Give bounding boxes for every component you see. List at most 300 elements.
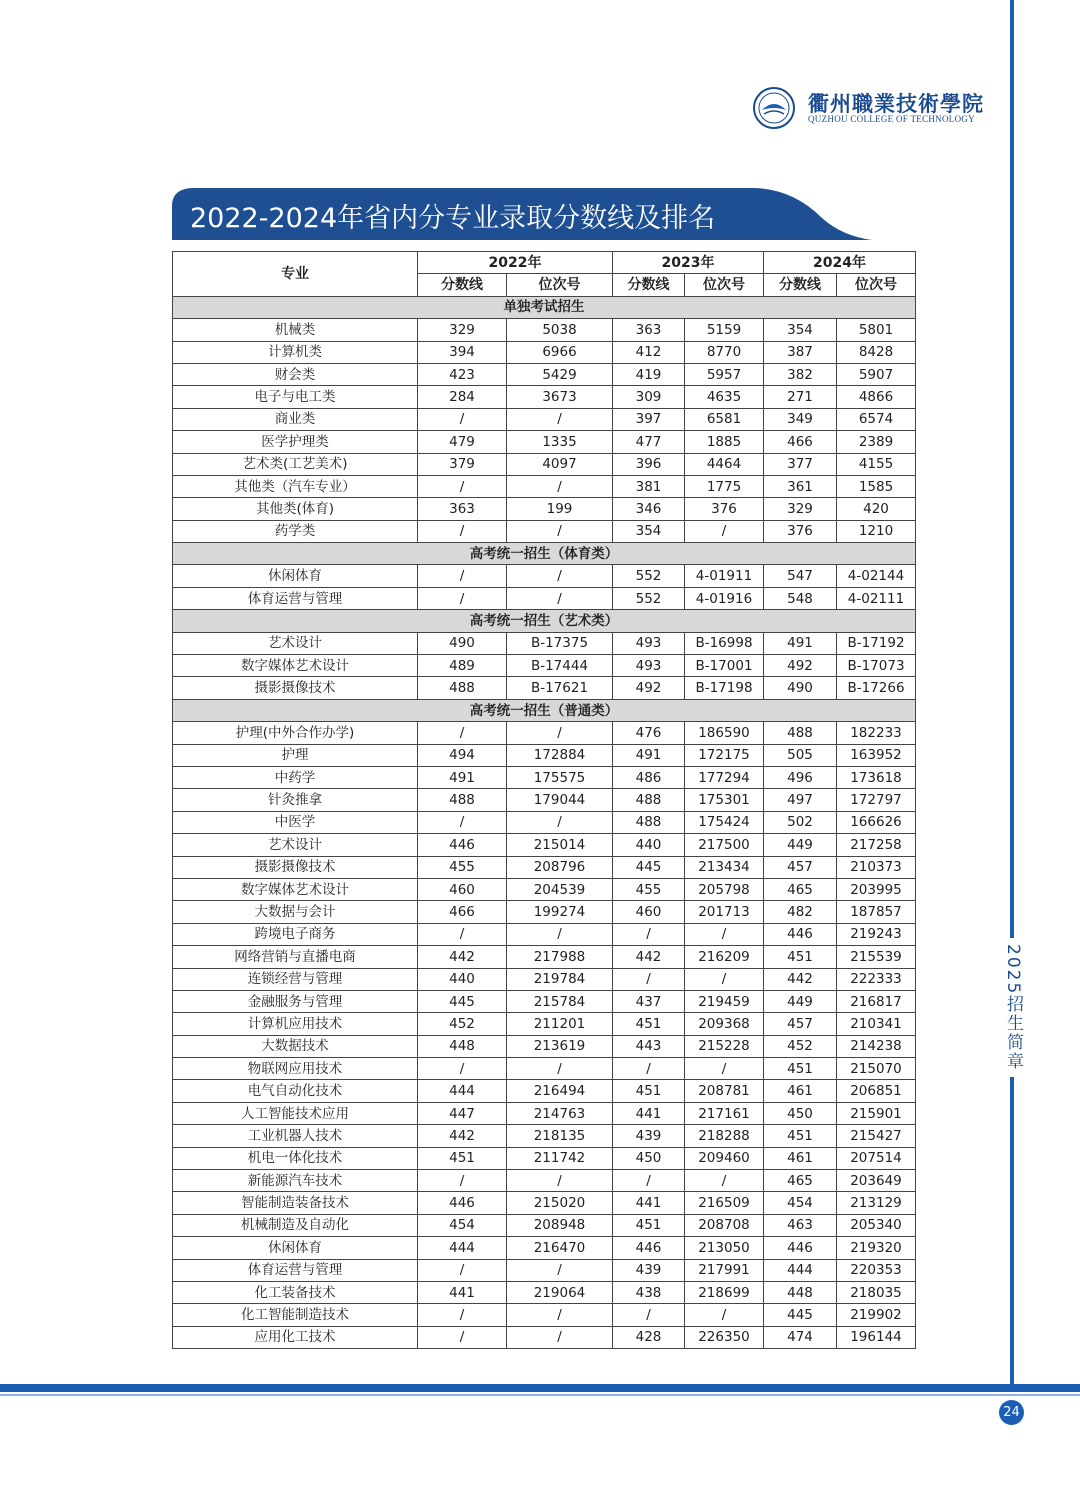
value-cell: 446	[764, 1237, 837, 1259]
value-cell: 214238	[837, 1035, 916, 1057]
table-row	[173, 722, 916, 744]
value-cell: 214763	[507, 1102, 613, 1124]
major-name-cell: 工业机器人技术	[173, 1125, 418, 1147]
bottom-border-line-light	[0, 1394, 1080, 1396]
table-row	[173, 990, 916, 1012]
value-cell: 1585	[837, 475, 916, 497]
value-cell: 488	[418, 677, 507, 699]
value-cell: 442	[418, 946, 507, 968]
rank-header: 位次号	[507, 274, 613, 296]
value-cell: 215020	[507, 1192, 613, 1214]
major-name-cell: 护理(中外合作办学)	[173, 722, 418, 744]
section-title: 单独考试招生	[173, 296, 916, 318]
value-cell: 363	[613, 319, 685, 341]
value-cell: 216817	[837, 990, 916, 1012]
value-cell: 441	[613, 1192, 685, 1214]
value-cell: 450	[764, 1102, 837, 1124]
value-cell: 349	[764, 408, 837, 430]
major-column-header: 专业	[173, 252, 418, 297]
major-name-cell: 体育运营与管理	[173, 1259, 418, 1281]
table-row	[173, 878, 916, 900]
value-cell: /	[418, 1326, 507, 1348]
value-cell: 1210	[837, 520, 916, 542]
value-cell: 457	[764, 856, 837, 878]
value-cell: 354	[764, 319, 837, 341]
value-cell: 216509	[685, 1192, 764, 1214]
major-name-cell: 计算机类	[173, 341, 418, 363]
value-cell: 455	[613, 878, 685, 900]
value-cell: 4-02144	[837, 565, 916, 587]
value-cell: 486	[613, 766, 685, 788]
major-name-cell: 智能制造装备技术	[173, 1192, 418, 1214]
value-cell: 444	[418, 1080, 507, 1102]
value-cell: 210341	[837, 1013, 916, 1035]
table-row	[173, 1237, 916, 1259]
table-row	[173, 431, 916, 453]
value-cell: /	[685, 1170, 764, 1192]
score-line-header: 分数线	[764, 274, 837, 296]
major-name-cell: 新能源汽车技术	[173, 1170, 418, 1192]
value-cell: /	[507, 1170, 613, 1192]
value-cell: 446	[613, 1237, 685, 1259]
table-row	[173, 1170, 916, 1192]
value-cell: 439	[613, 1259, 685, 1281]
value-cell: 491	[764, 632, 837, 654]
value-cell: 177294	[685, 766, 764, 788]
value-cell: 213129	[837, 1192, 916, 1214]
table-row	[173, 520, 916, 542]
value-cell: 216209	[685, 946, 764, 968]
major-name-cell: 大数据技术	[173, 1035, 418, 1057]
value-cell: 216494	[507, 1080, 613, 1102]
value-cell: 488	[613, 789, 685, 811]
value-cell: 457	[764, 1013, 837, 1035]
major-name-cell: 电子与电工类	[173, 386, 418, 408]
value-cell: 205340	[837, 1214, 916, 1236]
value-cell: 382	[764, 363, 837, 385]
value-cell: 208796	[507, 856, 613, 878]
value-cell: 218135	[507, 1125, 613, 1147]
value-cell: 420	[837, 498, 916, 520]
value-cell: 361	[764, 475, 837, 497]
value-cell: /	[507, 1326, 613, 1348]
value-cell: 203649	[837, 1170, 916, 1192]
value-cell: 219064	[507, 1281, 613, 1303]
value-cell: 172884	[507, 744, 613, 766]
value-cell: 497	[764, 789, 837, 811]
value-cell: /	[507, 1304, 613, 1326]
major-name-cell: 应用化工技术	[173, 1326, 418, 1348]
value-cell: 446	[418, 834, 507, 856]
table-header-row-years	[173, 252, 916, 274]
year-header-2023: 2023年	[613, 252, 764, 274]
value-cell: 396	[613, 453, 685, 475]
value-cell: /	[685, 968, 764, 990]
table-row	[173, 1192, 916, 1214]
table-row	[173, 923, 916, 945]
value-cell: 4-02111	[837, 587, 916, 609]
value-cell: 460	[418, 878, 507, 900]
major-name-cell: 护理	[173, 744, 418, 766]
value-cell: 217258	[837, 834, 916, 856]
table-row	[173, 341, 916, 363]
value-cell: 2389	[837, 431, 916, 453]
side-brochure-title: 2025招生简章	[996, 938, 1026, 1077]
value-cell: 461	[764, 1147, 837, 1169]
value-cell: 447	[418, 1102, 507, 1124]
major-name-cell: 化工智能制造技术	[173, 1304, 418, 1326]
value-cell: 215539	[837, 946, 916, 968]
college-logo	[752, 86, 992, 132]
value-cell: /	[507, 1259, 613, 1281]
value-cell: /	[418, 1170, 507, 1192]
table-row	[173, 1326, 916, 1348]
major-name-cell: 体育运营与管理	[173, 587, 418, 609]
major-name-cell: 中药学	[173, 766, 418, 788]
value-cell: 451	[764, 946, 837, 968]
value-cell: 6581	[685, 408, 764, 430]
value-cell: 1885	[685, 431, 764, 453]
score-line-header: 分数线	[613, 274, 685, 296]
bottom-border-line	[0, 1384, 1080, 1392]
table-row	[173, 766, 916, 788]
value-cell: /	[507, 1058, 613, 1080]
value-cell: /	[418, 722, 507, 744]
value-cell: 4-01911	[685, 565, 764, 587]
major-name-cell: 机械类	[173, 319, 418, 341]
value-cell: 423	[418, 363, 507, 385]
value-cell: 547	[764, 565, 837, 587]
college-name-cn: 衢州職業技術學院	[808, 91, 984, 116]
value-cell: 1335	[507, 431, 613, 453]
major-name-cell: 商业类	[173, 408, 418, 430]
value-cell: 208708	[685, 1214, 764, 1236]
value-cell: /	[613, 968, 685, 990]
value-cell: 479	[418, 431, 507, 453]
table-row	[173, 901, 916, 923]
major-name-cell: 休闲体育	[173, 1237, 418, 1259]
table-row	[173, 565, 916, 587]
value-cell: 488	[764, 722, 837, 744]
value-cell: 172175	[685, 744, 764, 766]
value-cell: B-17375	[507, 632, 613, 654]
value-cell: 377	[764, 453, 837, 475]
value-cell: 490	[764, 677, 837, 699]
value-cell: 441	[613, 1102, 685, 1124]
value-cell: 451	[418, 1147, 507, 1169]
major-name-cell: 金融服务与管理	[173, 990, 418, 1012]
major-name-cell: 数字媒体艺术设计	[173, 655, 418, 677]
value-cell: /	[507, 722, 613, 744]
value-cell: 4-01916	[685, 587, 764, 609]
value-cell: 482	[764, 901, 837, 923]
value-cell: 213619	[507, 1035, 613, 1057]
value-cell: 215070	[837, 1058, 916, 1080]
value-cell: 217500	[685, 834, 764, 856]
value-cell: 209368	[685, 1013, 764, 1035]
rank-header: 位次号	[685, 274, 764, 296]
value-cell: /	[613, 923, 685, 945]
value-cell: 217991	[685, 1259, 764, 1281]
table-row	[173, 834, 916, 856]
rank-header: 位次号	[837, 274, 916, 296]
value-cell: 329	[764, 498, 837, 520]
college-name-en: QUZHOU COLLEGE OF TECHNOLOGY	[808, 114, 975, 124]
value-cell: /	[613, 1170, 685, 1192]
value-cell: 206851	[837, 1080, 916, 1102]
major-name-cell: 其他类（汽车专业）	[173, 475, 418, 497]
value-cell: /	[418, 923, 507, 945]
value-cell: 461	[764, 1080, 837, 1102]
value-cell: 210373	[837, 856, 916, 878]
major-name-cell: 药学类	[173, 520, 418, 542]
value-cell: 219902	[837, 1304, 916, 1326]
value-cell: 451	[613, 1214, 685, 1236]
value-cell: 5038	[507, 319, 613, 341]
value-cell: 463	[764, 1214, 837, 1236]
value-cell: /	[418, 565, 507, 587]
value-cell: /	[507, 587, 613, 609]
table-row	[173, 744, 916, 766]
value-cell: 466	[764, 431, 837, 453]
table-row	[173, 1125, 916, 1147]
section-title: 高考统一招生（艺术类）	[173, 610, 916, 632]
value-cell: 284	[418, 386, 507, 408]
value-cell: 182233	[837, 722, 916, 744]
section-row	[173, 296, 916, 318]
value-cell: /	[418, 520, 507, 542]
value-cell: /	[507, 475, 613, 497]
value-cell: 376	[685, 498, 764, 520]
value-cell: 493	[613, 632, 685, 654]
value-cell: 494	[418, 744, 507, 766]
value-cell: 172797	[837, 789, 916, 811]
value-cell: 394	[418, 341, 507, 363]
value-cell: 460	[613, 901, 685, 923]
major-name-cell: 大数据与会计	[173, 901, 418, 923]
value-cell: 5957	[685, 363, 764, 385]
value-cell: 474	[764, 1326, 837, 1348]
major-name-cell: 连锁经营与管理	[173, 968, 418, 990]
table-row	[173, 408, 916, 430]
table-row	[173, 1080, 916, 1102]
value-cell: 215427	[837, 1125, 916, 1147]
value-cell: 490	[418, 632, 507, 654]
value-cell: 205798	[685, 878, 764, 900]
value-cell: 379	[418, 453, 507, 475]
table-row	[173, 1013, 916, 1035]
section-row	[173, 699, 916, 721]
value-cell: 552	[613, 587, 685, 609]
table-row	[173, 632, 916, 654]
section-row	[173, 543, 916, 565]
value-cell: 489	[418, 655, 507, 677]
year-header-2022: 2022年	[418, 252, 613, 274]
value-cell: 451	[764, 1058, 837, 1080]
value-cell: 163952	[837, 744, 916, 766]
value-cell: 1775	[685, 475, 764, 497]
value-cell: 329	[418, 319, 507, 341]
value-cell: 488	[418, 789, 507, 811]
value-cell: 448	[418, 1035, 507, 1057]
table-row	[173, 655, 916, 677]
page-number: 24	[999, 1400, 1024, 1425]
value-cell: 455	[418, 856, 507, 878]
value-cell: 4155	[837, 453, 916, 475]
value-cell: 219784	[507, 968, 613, 990]
value-cell: 412	[613, 341, 685, 363]
table-row	[173, 1147, 916, 1169]
value-cell: 179044	[507, 789, 613, 811]
value-cell: 502	[764, 811, 837, 833]
value-cell: 5907	[837, 363, 916, 385]
value-cell: /	[418, 475, 507, 497]
value-cell: 5429	[507, 363, 613, 385]
major-name-cell: 休闲体育	[173, 565, 418, 587]
value-cell: 217988	[507, 946, 613, 968]
value-cell: /	[685, 923, 764, 945]
value-cell: 419	[613, 363, 685, 385]
major-name-cell: 艺术设计	[173, 834, 418, 856]
value-cell: 451	[613, 1080, 685, 1102]
value-cell: 491	[418, 766, 507, 788]
major-name-cell: 艺术类(工艺美术)	[173, 453, 418, 475]
year-header-2024: 2024年	[764, 252, 916, 274]
value-cell: /	[507, 520, 613, 542]
value-cell: 175301	[685, 789, 764, 811]
value-cell: /	[507, 565, 613, 587]
value-cell: 492	[764, 655, 837, 677]
value-cell: 8428	[837, 341, 916, 363]
value-cell: 5801	[837, 319, 916, 341]
value-cell: /	[613, 1058, 685, 1080]
value-cell: 446	[764, 923, 837, 945]
value-cell: 6966	[507, 341, 613, 363]
value-cell: 196144	[837, 1326, 916, 1348]
value-cell: 175424	[685, 811, 764, 833]
value-cell: 437	[613, 990, 685, 1012]
value-cell: 454	[418, 1214, 507, 1236]
value-cell: 440	[418, 968, 507, 990]
value-cell: 428	[613, 1326, 685, 1348]
major-name-cell: 中医学	[173, 811, 418, 833]
value-cell: /	[685, 1304, 764, 1326]
value-cell: 445	[418, 990, 507, 1012]
value-cell: 354	[613, 520, 685, 542]
value-cell: 222333	[837, 968, 916, 990]
value-cell: 454	[764, 1192, 837, 1214]
value-cell: /	[507, 408, 613, 430]
major-name-cell: 跨境电子商务	[173, 923, 418, 945]
value-cell: 215228	[685, 1035, 764, 1057]
value-cell: 199	[507, 498, 613, 520]
value-cell: 209460	[685, 1147, 764, 1169]
value-cell: 187857	[837, 901, 916, 923]
value-cell: 211201	[507, 1013, 613, 1035]
value-cell: 505	[764, 744, 837, 766]
value-cell: 217161	[685, 1102, 764, 1124]
value-cell: 218035	[837, 1281, 916, 1303]
value-cell: 218288	[685, 1125, 764, 1147]
value-cell: 476	[613, 722, 685, 744]
value-cell: 444	[764, 1259, 837, 1281]
value-cell: B-17444	[507, 655, 613, 677]
value-cell: /	[418, 811, 507, 833]
college-emblem-icon	[752, 86, 796, 130]
value-cell: 186590	[685, 722, 764, 744]
value-cell: 213050	[685, 1237, 764, 1259]
value-cell: /	[613, 1304, 685, 1326]
value-cell: 215901	[837, 1102, 916, 1124]
table-row	[173, 363, 916, 385]
value-cell: 548	[764, 587, 837, 609]
table-row	[173, 319, 916, 341]
value-cell: 226350	[685, 1326, 764, 1348]
table-row	[173, 475, 916, 497]
section-title: 高考统一招生（普通类）	[173, 699, 916, 721]
value-cell: 441	[418, 1281, 507, 1303]
value-cell: 175575	[507, 766, 613, 788]
value-cell: 439	[613, 1125, 685, 1147]
value-cell: 4635	[685, 386, 764, 408]
value-cell: 491	[613, 744, 685, 766]
value-cell: 219243	[837, 923, 916, 945]
value-cell: 4097	[507, 453, 613, 475]
value-cell: 346	[613, 498, 685, 520]
value-cell: 448	[764, 1281, 837, 1303]
value-cell: 442	[418, 1125, 507, 1147]
value-cell: 220353	[837, 1259, 916, 1281]
value-cell: 199274	[507, 901, 613, 923]
value-cell: /	[507, 811, 613, 833]
value-cell: /	[418, 1058, 507, 1080]
value-cell: /	[418, 408, 507, 430]
table-row	[173, 498, 916, 520]
table-row	[173, 386, 916, 408]
table-row	[173, 1102, 916, 1124]
major-name-cell: 数字媒体艺术设计	[173, 878, 418, 900]
value-cell: 466	[418, 901, 507, 923]
value-cell: B-16998	[685, 632, 764, 654]
table-row	[173, 789, 916, 811]
major-name-cell: 医学护理类	[173, 431, 418, 453]
table-row	[173, 811, 916, 833]
major-name-cell: 摄影摄像技术	[173, 677, 418, 699]
value-cell: 387	[764, 341, 837, 363]
major-name-cell: 机电一体化技术	[173, 1147, 418, 1169]
value-cell: 173618	[837, 766, 916, 788]
major-name-cell: 化工装备技术	[173, 1281, 418, 1303]
value-cell: 444	[418, 1237, 507, 1259]
score-line-header: 分数线	[418, 274, 507, 296]
table-row	[173, 1214, 916, 1236]
major-name-cell: 机械制造及自动化	[173, 1214, 418, 1236]
value-cell: 4464	[685, 453, 764, 475]
value-cell: 442	[613, 946, 685, 968]
value-cell: B-17621	[507, 677, 613, 699]
value-cell: 376	[764, 520, 837, 542]
value-cell: 215784	[507, 990, 613, 1012]
value-cell: 203995	[837, 878, 916, 900]
major-name-cell: 网络营销与直播电商	[173, 946, 418, 968]
value-cell: 3673	[507, 386, 613, 408]
value-cell: /	[418, 1304, 507, 1326]
table-row	[173, 1281, 916, 1303]
table-row	[173, 453, 916, 475]
value-cell: /	[418, 1259, 507, 1281]
value-cell: 493	[613, 655, 685, 677]
value-cell: 201713	[685, 901, 764, 923]
